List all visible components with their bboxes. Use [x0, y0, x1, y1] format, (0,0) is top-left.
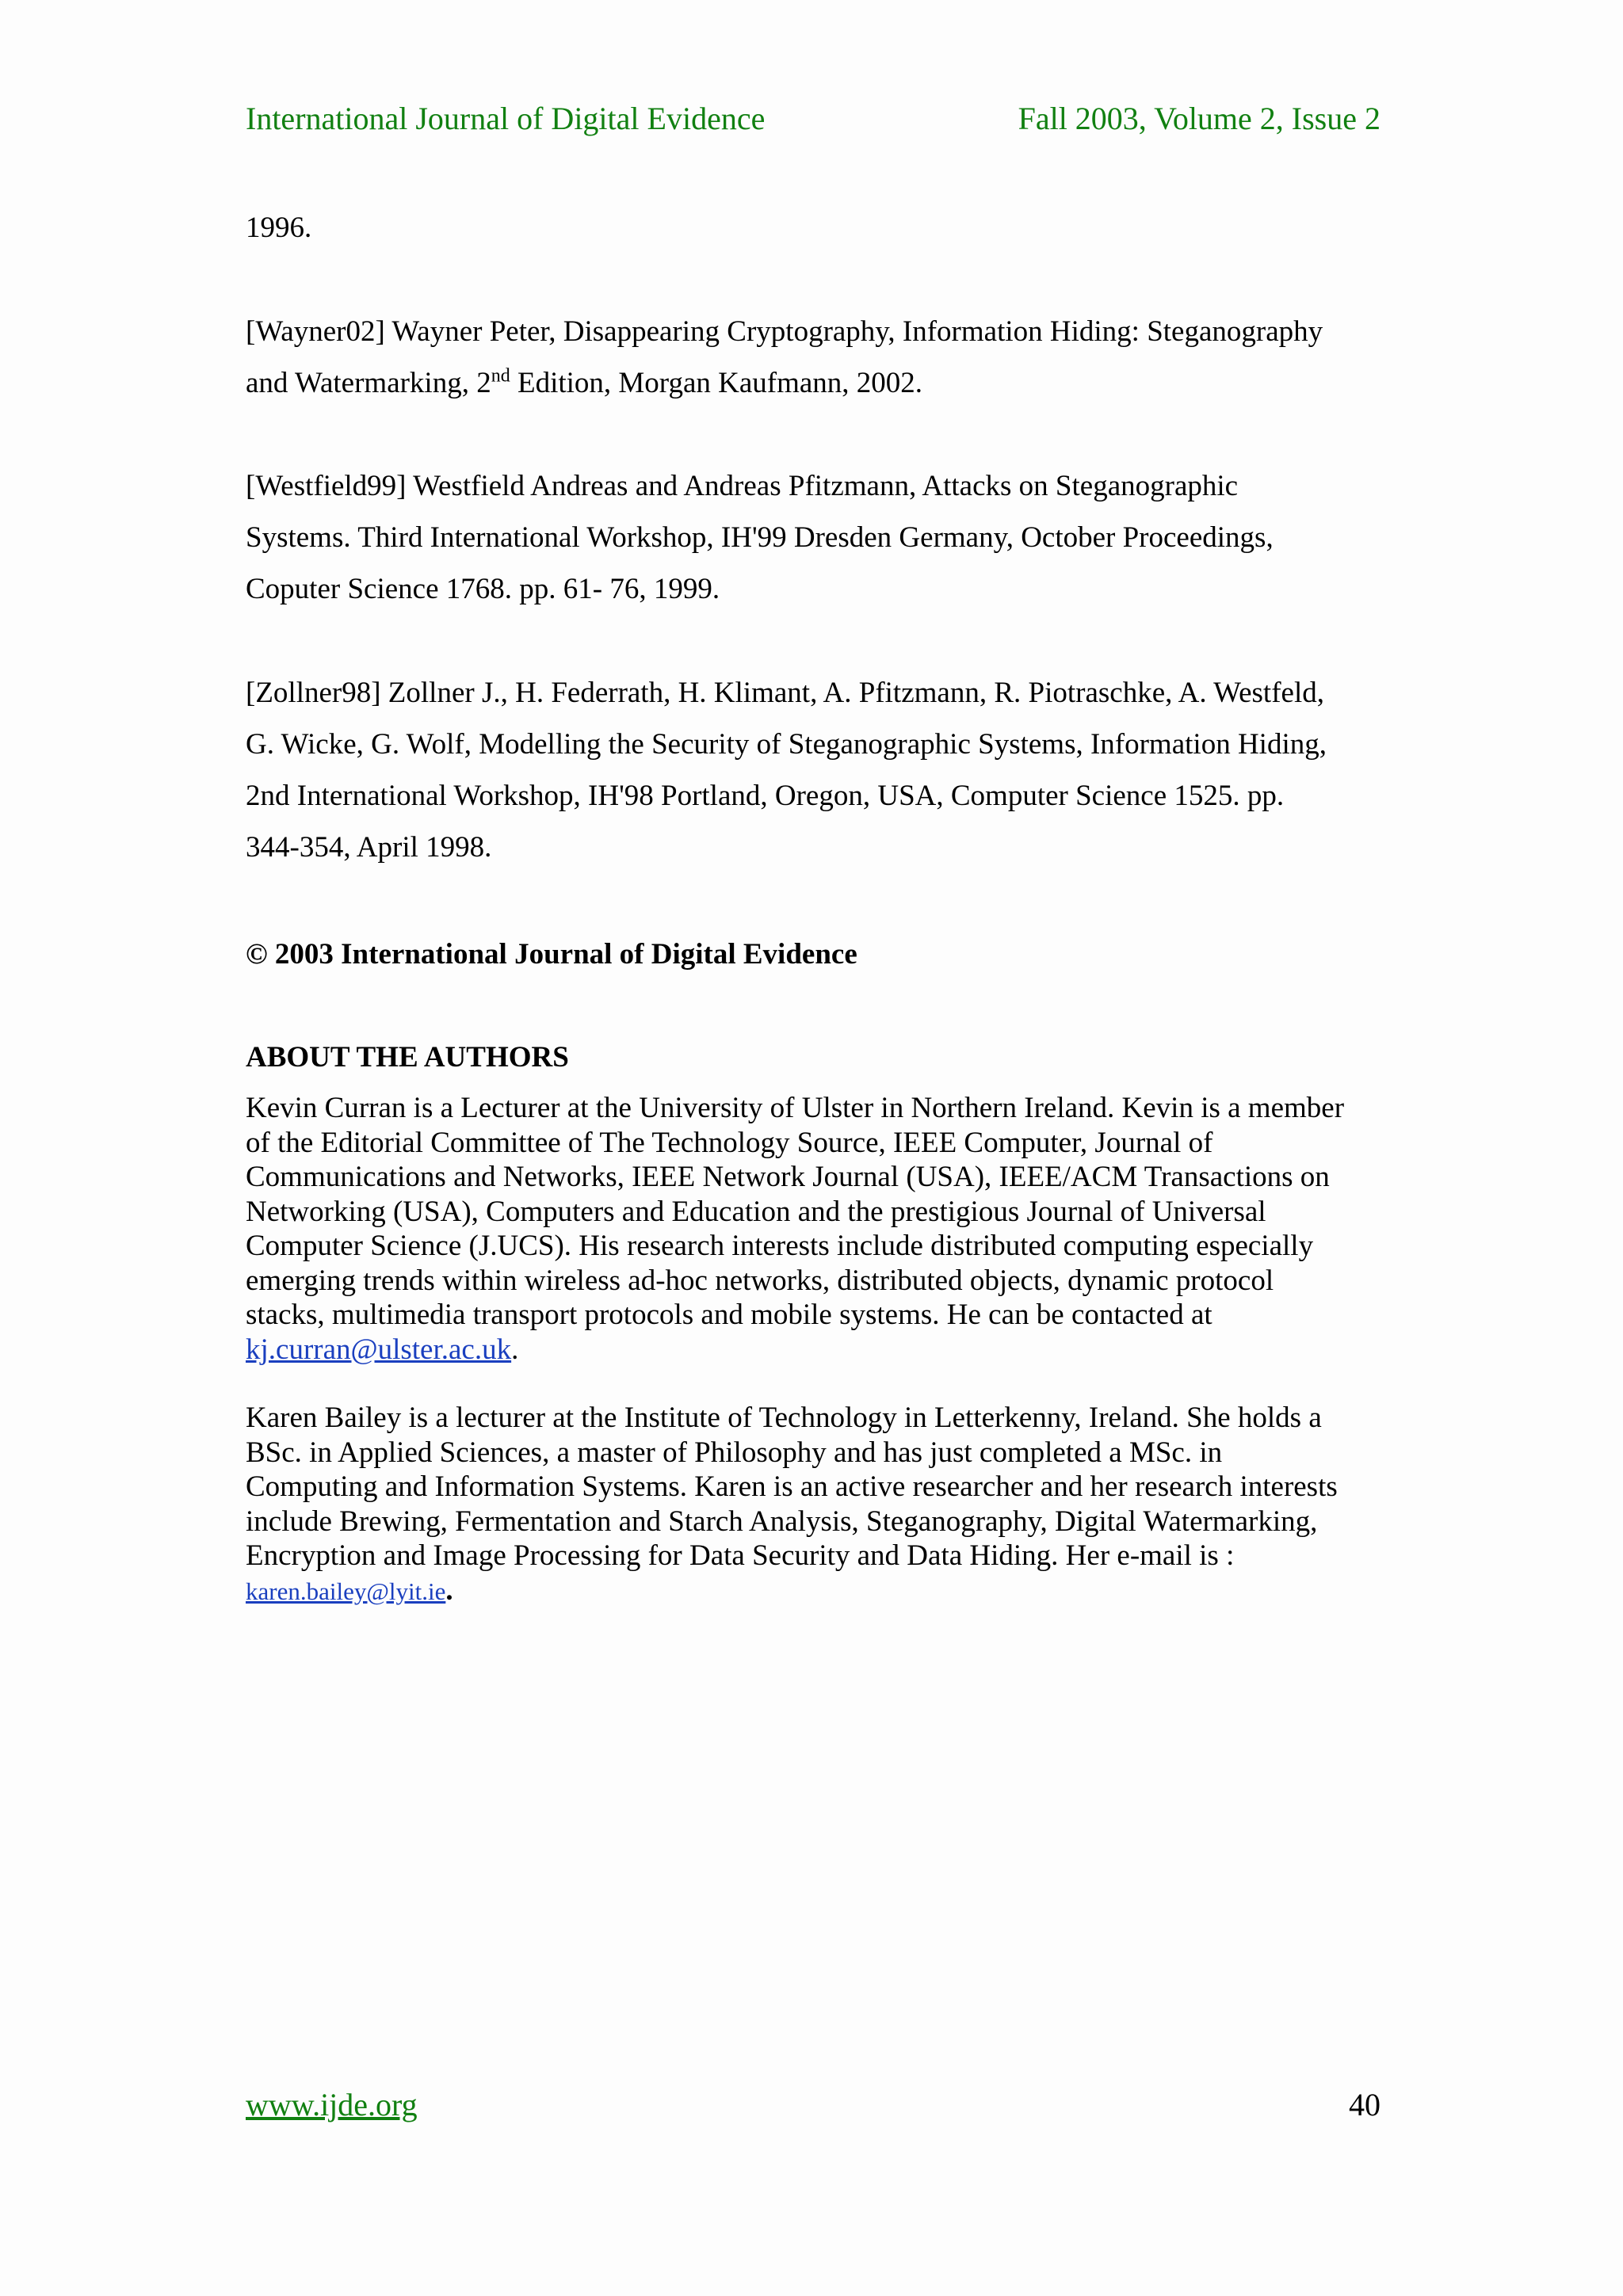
bio-line: include Brewing, Fermentation and Starch Analysis, Steganography, Digital Watermarking, [246, 1505, 1318, 1538]
bio-line: Computing and Information Systems. Karen is an active researcher and her research interests [246, 1470, 1338, 1503]
reference-continuation [246, 202, 1387, 254]
copyright-notice: © 2003 International Journal of Digital Evidence [246, 938, 857, 971]
bio-line: stacks, multimedia transport protocols and mobile systems. He can be contacted at [246, 1299, 1212, 1331]
reference-line: Coputer Science 1768. pp. 61- 76, 1999. [246, 573, 720, 605]
reference-westfield [246, 460, 1387, 615]
superscript: nd [491, 365, 510, 387]
bio-text: . [445, 1573, 453, 1607]
author-bio-curran [246, 1091, 1387, 1367]
reference-line: G. Wicke, G. Wolf, Modelling the Security of Steganographic Systems, Information Hiding, [246, 728, 1327, 761]
author-bio-bailey [246, 1401, 1387, 1608]
reference-line: 1996. [246, 212, 312, 244]
bio-line: BSc. in Applied Sciences, a master of Philosophy and has just completed a MSc. in [246, 1436, 1223, 1469]
authors-heading: ABOUT THE AUTHORS [246, 1041, 569, 1074]
website-link[interactable]: www.ijde.org [246, 2087, 418, 2122]
reference-line: Systems. Third International Workshop, IH'99 Dresden Germany, October Proceedings, [246, 521, 1274, 554]
page-number: 40 [1349, 2087, 1381, 2122]
bio-line: emerging trends within wireless ad-hoc networks, distributed objects, dynamic protocol [246, 1264, 1274, 1297]
reference-text: Edition, Morgan Kaufmann, 2002. [510, 367, 923, 399]
page-header [246, 97, 1381, 141]
reference-line: [Zollner98] Zollner J., H. Federrath, H. Klimant, A. Pfitzmann, R. Piotraschke, A. Westfeld, [246, 677, 1324, 709]
journal-title: International Journal of Digital Evidence [246, 101, 766, 136]
bio-line: of the Editorial Committee of The Technology Source, IEEE Computer, Journal of [246, 1126, 1213, 1159]
issue-info: Fall 2003, Volume 2, Issue 2 [1018, 101, 1381, 136]
reference-line: 2nd International Workshop, IH'98 Portland, Oregon, USA, Computer Science 1525. pp. [246, 780, 1285, 812]
bio-line: Networking (USA), Computers and Education and the prestigious Journal of Universal [246, 1195, 1266, 1228]
bio-line [246, 1333, 1387, 1367]
reference-text: and Watermarking, 2 [246, 367, 491, 399]
bio-line: Communications and Networks, IEEE Network Journal (USA), IEEE/ACM Transactions on [246, 1161, 1330, 1193]
reference-line: [Westfield99] Westfield Andreas and Andreas Pfitzmann, Attacks on Steganographic [246, 470, 1239, 502]
bio-line: Computer Science (J.UCS). His research interests include distributed computing especially [246, 1230, 1314, 1262]
page-footer [246, 2083, 1381, 2127]
bio-line: Karen Bailey is a lecturer at the Institute of Technology in Letterkenny, Ireland. She holds a [246, 1402, 1322, 1434]
reference-line: [Wayner02] Wayner Peter, Disappearing Cryptography, Information Hiding: Steganography [246, 315, 1323, 348]
bio-line: Kevin Curran is a Lecturer at the University of Ulster in Northern Ireland. Kevin is a member [246, 1092, 1345, 1124]
bio-line [246, 1573, 1387, 1609]
bio-line: Encryption and Image Processing for Data Security and Data Hiding. Her e-mail is : [246, 1539, 1235, 1572]
reference-zollner [246, 667, 1387, 873]
bio-text: . [511, 1333, 519, 1366]
reference-line: 344-354, April 1998. [246, 831, 492, 864]
reference-line [246, 357, 1387, 409]
email-link-curran[interactable]: kj.curran@ulster.ac.uk [246, 1333, 512, 1366]
email-link-bailey[interactable]: karen.bailey@lyit.ie [246, 1577, 446, 1605]
reference-wayner [246, 306, 1387, 409]
